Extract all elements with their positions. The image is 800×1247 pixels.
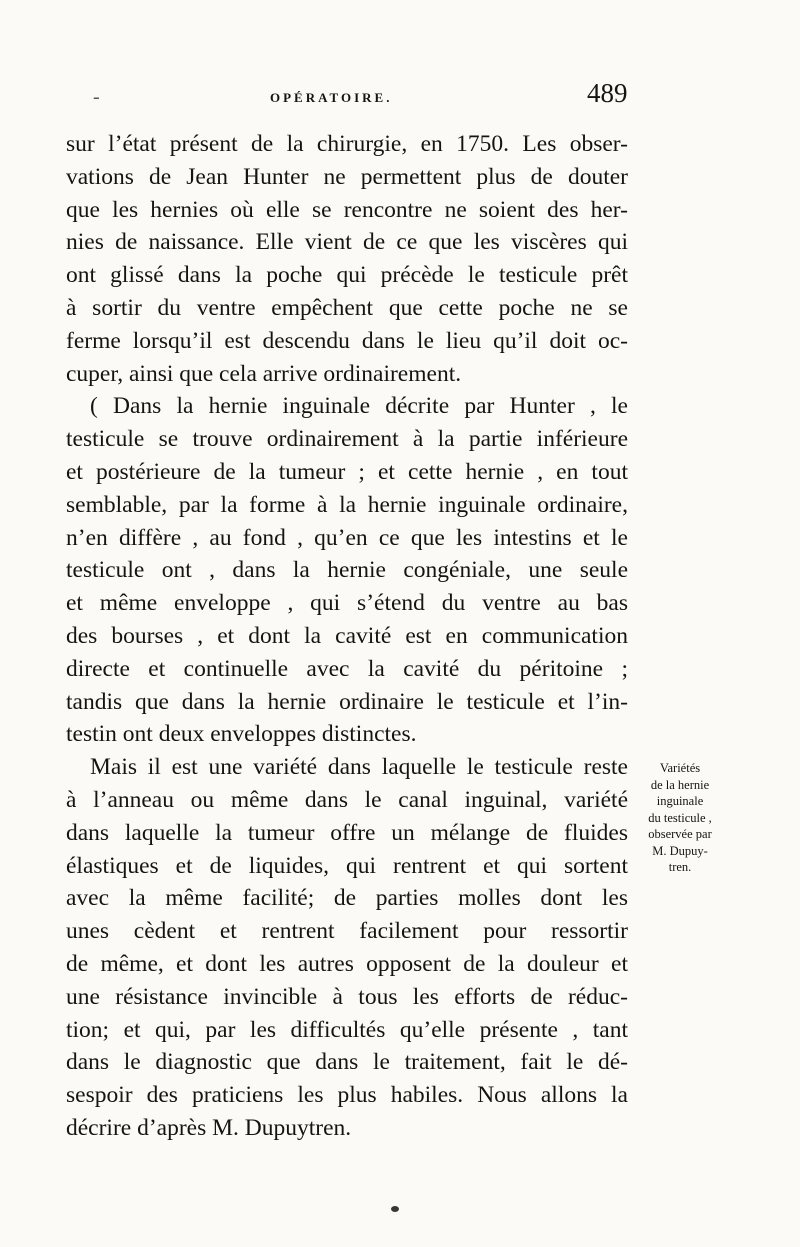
- text-line: nies de naissance. Elle vient de ce que les viscères qui: [66, 229, 628, 256]
- text-line: des bourses , et dont la cavité est en communication: [66, 622, 628, 649]
- show-through-text: [705, 136, 709, 152]
- text-line: que les hernies où elle se rencontre ne soient des her-: [66, 196, 628, 223]
- text-line: n’en diffère , au fond , qu’en ce que les intestins et le: [66, 524, 628, 551]
- text-line: unes cèdent et rentrent facilement pour ressortir: [66, 918, 628, 945]
- text-line: semblable, par la forme à la hernie inguinale ordinaire,: [66, 491, 628, 518]
- margin-note-line: tren.: [668, 860, 692, 874]
- margin-note-line: observée par: [648, 827, 712, 841]
- margin-note-line: de la hernie: [650, 777, 710, 792]
- margin-note-line: inguinale: [656, 794, 704, 808]
- text-line: sespoir des praticiens les plus habiles. Nous allons la: [66, 1082, 628, 1109]
- text-line: sur l’état présent de la chirurgie, en 1750. Les obser-: [66, 131, 628, 157]
- text-line: ont glissé dans la poche qui précède le testicule prêt: [66, 262, 628, 289]
- dash-mark: -: [93, 86, 100, 108]
- text-line: testicule ont , dans la hernie congéniale, une seule: [66, 557, 628, 584]
- text-line: testicule se trouve ordinairement à la partie inférieure: [66, 426, 628, 453]
- text-line: une résistance invincible à tous les efforts de réduc-: [66, 983, 628, 1010]
- text-line: ( Dans la hernie inguinale décrite par Hunter , le: [90, 393, 628, 420]
- body-text: [66, 128, 628, 1145]
- text-line: cuper, ainsi que cela arrive ordinairement.: [66, 360, 462, 387]
- text-line: décrire d’après M. Dupuytren.: [66, 1114, 352, 1141]
- margin-note-line: Variétés: [659, 761, 701, 775]
- text-line: et postérieure de la tumeur ; et cette hernie , en tout: [66, 458, 628, 485]
- text-line: testin ont deux enveloppes distinctes.: [66, 721, 417, 748]
- margin-note-line: du testicule ,: [648, 810, 712, 825]
- text-line: avec la même facilité; de parties molles dont les: [66, 885, 628, 912]
- text-line: dans le diagnostic que dans le traitement, fait le dé-: [66, 1049, 628, 1076]
- text-line: Mais il est une variété dans laquelle le testicule reste: [90, 754, 628, 781]
- text-line: dans laquelle la tumeur offre un mélange de fluides: [66, 819, 628, 846]
- text-line: vations de Jean Hunter ne permettent plus de douter: [66, 163, 628, 190]
- text-line: et même enveloppe , qui s’étend du ventre au bas: [66, 590, 628, 617]
- text-line: tandis que dans la hernie ordinaire le testicule et l’in-: [66, 688, 628, 715]
- margin-note-line: M. Dupuy-: [652, 843, 708, 858]
- text-line: à l’anneau ou même dans le canal inguinal, variété: [66, 786, 628, 813]
- margin-note: [630, 760, 730, 876]
- running-head: OPÉRATOIRE.: [270, 90, 393, 105]
- text-line: de même, et dont les autres opposent de la douleur et: [66, 950, 628, 977]
- page-number: 489: [587, 78, 628, 108]
- ornament-mark: [389, 1203, 401, 1213]
- text-line: élastiques et de liquides, qui rentrent et qui sortent: [66, 852, 628, 879]
- text-line: à sortir du ventre empêchent que cette poche ne se: [66, 294, 628, 321]
- text-line: ferme lorsqu’il est descendu dans le lieu qu’il doit oc-: [66, 327, 628, 354]
- text-line: tion; et qui, par les difficultés qu’elle présente , tant: [66, 1016, 628, 1043]
- text-line: directe et continuelle avec la cavité du péritoine ;: [66, 655, 628, 682]
